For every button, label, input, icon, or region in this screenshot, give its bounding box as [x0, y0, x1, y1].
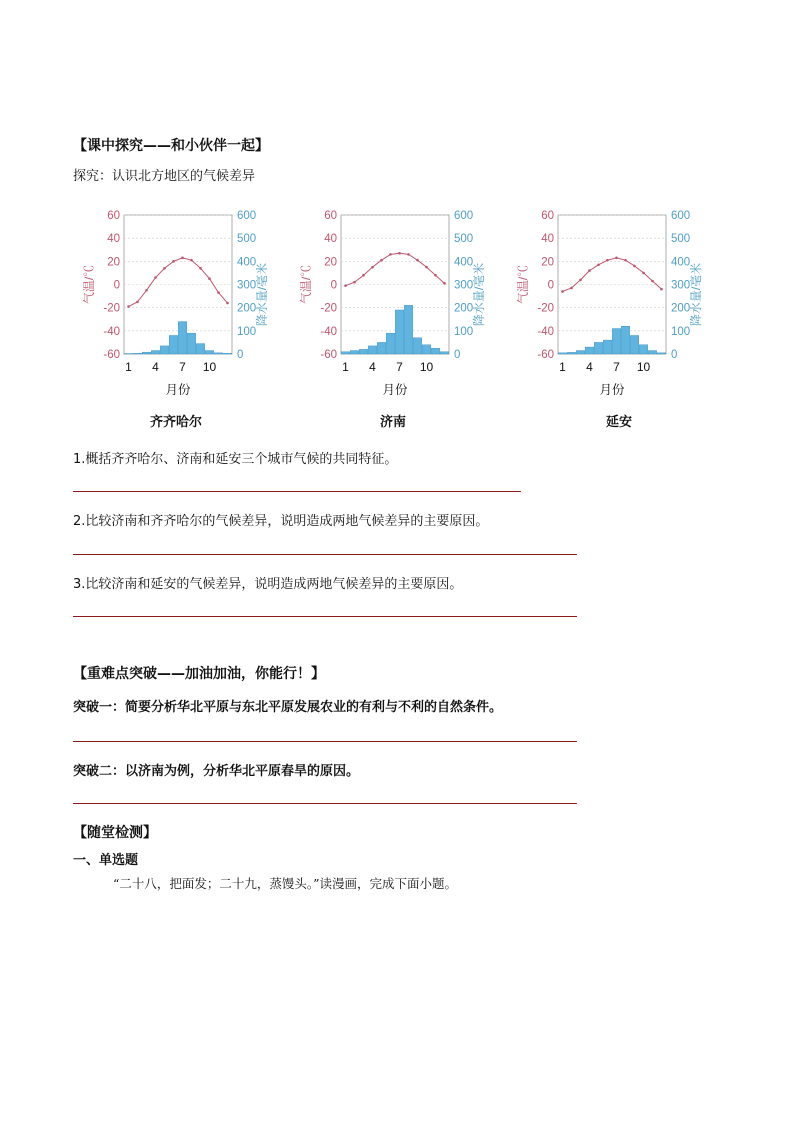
y-right-tick-label: 400 — [237, 256, 257, 269]
y-right-tick-label: 100 — [454, 325, 474, 338]
y-right-tick-label: 300 — [671, 279, 691, 292]
x-tick-label: 4 — [586, 360, 593, 374]
precip-bar — [404, 305, 412, 354]
y-left-tick-label: -40 — [103, 325, 120, 338]
precip-bar — [223, 353, 231, 354]
temperature-point — [633, 265, 636, 268]
y-left-tick-label: 20 — [541, 256, 554, 269]
y-right-tick-label: 100 — [671, 325, 691, 338]
precip-bar — [558, 353, 566, 354]
x-axis-label: 月份 — [599, 383, 625, 397]
climate-chart-qiqihar — [84, 205, 269, 395]
y-right-tick-label: 200 — [237, 302, 257, 315]
temperature-point — [362, 274, 365, 277]
y-left-tick-label: -40 — [537, 325, 554, 338]
section-title-breakthrough: 【重难点突破——加油加油，你能行！】 — [73, 666, 325, 682]
explore-label: 探究：认识北方地区的气候差异 — [73, 169, 256, 184]
y-right-axis-label: 降水量/毫米 — [255, 262, 269, 327]
precip-bar — [567, 352, 575, 354]
y-right-tick-label: 300 — [454, 279, 474, 292]
temperature-point — [127, 305, 130, 308]
temperature-point — [145, 289, 148, 292]
temperature-point — [416, 259, 419, 262]
x-tick-label: 7 — [613, 360, 620, 374]
city-label-qiqihar: 齐齐哈尔 — [149, 415, 202, 430]
x-axis-label: 月份 — [165, 383, 191, 397]
temperature-point — [371, 266, 374, 269]
temperature-point — [380, 259, 383, 262]
temperature-point — [588, 269, 591, 272]
precip-bar — [359, 349, 367, 354]
quiz-prompt: “二十八，把面发；二十九，蒸馒头。”读漫画，完成下面小题。 — [113, 876, 458, 891]
temperature-point — [353, 281, 356, 284]
temperature-point — [615, 257, 618, 260]
section-title-quiz: 【随堂检测】 — [73, 825, 157, 841]
city-label-jinan: 济南 — [379, 415, 406, 430]
y-left-tick-label: 0 — [330, 279, 337, 292]
precip-bar — [603, 340, 611, 354]
temperature-point — [660, 288, 663, 291]
answer-line-5[interactable] — [73, 803, 577, 804]
precip-bar — [585, 347, 593, 354]
temperature-point — [561, 290, 564, 293]
y-left-tick-label: -20 — [537, 302, 554, 315]
temperature-point — [136, 301, 139, 304]
temperature-point — [190, 259, 193, 262]
precip-bar — [160, 346, 168, 354]
temperature-point — [434, 274, 437, 277]
temperature-point — [570, 287, 573, 290]
precip-bar — [576, 351, 584, 354]
precip-bar — [196, 344, 204, 354]
question-1: 1.概括齐齐哈尔、济南和延安三个城市气候的共同特征。 — [73, 452, 398, 467]
temperature-point — [624, 259, 627, 262]
y-left-axis-label: 气温/℃ — [82, 264, 96, 305]
precip-bar — [413, 338, 421, 354]
x-tick-label: 10 — [202, 360, 217, 374]
y-right-tick-label: 400 — [454, 256, 474, 269]
temperature-point — [226, 302, 229, 305]
city-label-yanan: 延安 — [605, 415, 632, 430]
answer-line-1[interactable] — [73, 491, 521, 492]
y-right-axis-label: 降水量/毫米 — [689, 262, 703, 327]
x-tick-label: 4 — [152, 360, 159, 374]
precip-bar — [630, 335, 638, 354]
climate-chart-yanan — [518, 205, 703, 395]
y-left-tick-label: 0 — [547, 279, 554, 292]
x-axis-label: 月份 — [382, 383, 408, 397]
temperature-point — [172, 260, 175, 263]
breakthrough-2: 突破二：以济南为例，分析华北平原春旱的原因。 — [73, 764, 360, 779]
question-3: 3.比较济南和延安的气候差异，说明造成两地气候差异的主要原因。 — [73, 577, 463, 592]
x-tick-label: 10 — [636, 360, 651, 374]
y-left-tick-label: -60 — [103, 349, 120, 361]
x-tick-label: 7 — [179, 360, 186, 374]
precip-bar — [657, 353, 665, 354]
precip-bar — [187, 333, 195, 354]
x-tick-label: 10 — [419, 360, 434, 374]
y-right-tick-label: 300 — [237, 279, 257, 292]
precip-bar — [178, 322, 186, 354]
temperature-point — [163, 267, 166, 270]
question-2: 2.比较济南和齐齐哈尔的气候差异，说明造成两地气候差异的主要原因。 — [73, 514, 489, 529]
temperature-point — [606, 259, 609, 262]
y-left-tick-label: 20 — [107, 256, 120, 269]
precip-bar — [169, 335, 177, 354]
temperature-point — [407, 253, 410, 256]
temperature-point — [579, 279, 582, 282]
precip-bar — [214, 353, 222, 354]
temperature-point — [199, 267, 202, 270]
y-right-tick-label: 0 — [237, 349, 244, 361]
y-left-tick-label: 60 — [107, 210, 120, 222]
y-right-axis-label: 降水量/毫米 — [472, 262, 486, 327]
precip-bar — [621, 326, 629, 354]
y-right-tick-label: 400 — [671, 256, 691, 269]
y-right-tick-label: 200 — [671, 302, 691, 315]
precip-bar — [377, 342, 385, 354]
precip-bar — [142, 352, 150, 354]
temperature-point — [597, 264, 600, 267]
answer-line-2[interactable] — [73, 554, 577, 555]
answer-line-3[interactable] — [73, 616, 577, 617]
temperature-point — [642, 272, 645, 275]
y-right-tick-label: 500 — [454, 233, 474, 246]
precip-bar — [422, 345, 430, 354]
y-right-tick-label: 200 — [454, 302, 474, 315]
y-right-tick-label: 600 — [237, 210, 257, 222]
precip-bar — [431, 348, 439, 354]
precip-bar — [133, 353, 141, 354]
temperature-point — [443, 282, 446, 285]
y-left-tick-label: -40 — [320, 325, 337, 338]
precip-bar — [341, 352, 349, 354]
climate-chart-jinan — [301, 205, 486, 395]
y-left-tick-label: 40 — [324, 233, 337, 246]
temperature-point — [181, 257, 184, 260]
y-left-tick-label: 60 — [324, 210, 337, 222]
temperature-point — [398, 252, 401, 255]
y-left-tick-label: 40 — [541, 233, 554, 246]
x-tick-label: 1 — [559, 360, 566, 374]
y-right-tick-label: 600 — [671, 210, 691, 222]
temperature-point — [389, 253, 392, 256]
breakthrough-1: 突破一：简要分析华北平原与东北平原发展农业的有利与不利的自然条件。 — [73, 700, 503, 715]
precip-bar — [350, 351, 358, 354]
y-left-tick-label: 20 — [324, 256, 337, 269]
y-left-tick-label: 60 — [541, 210, 554, 222]
precip-bar — [648, 351, 656, 354]
precip-bar — [395, 310, 403, 354]
section-title-inquiry: 【课中探究——和小伙伴一起】 — [73, 138, 269, 154]
y-right-tick-label: 0 — [671, 349, 678, 361]
x-tick-label: 7 — [396, 360, 403, 374]
precip-bar — [386, 333, 394, 354]
subtitle-single-choice: 一、单选题 — [73, 853, 139, 868]
answer-line-4[interactable] — [73, 741, 577, 742]
temperature-point — [344, 284, 347, 287]
y-left-axis-label: 气温/℃ — [299, 264, 313, 305]
x-tick-label: 4 — [369, 360, 376, 374]
y-left-tick-label: 0 — [113, 279, 120, 292]
y-right-tick-label: 100 — [237, 325, 257, 338]
x-tick-label: 1 — [342, 360, 349, 374]
y-right-tick-label: 500 — [671, 233, 691, 246]
y-left-axis-label: 气温/℃ — [516, 264, 530, 305]
y-right-tick-label: 0 — [454, 349, 461, 361]
x-tick-label: 1 — [125, 360, 132, 374]
precip-bar — [639, 345, 647, 354]
y-left-tick-label: -60 — [537, 349, 554, 361]
precip-bar — [205, 351, 213, 354]
y-left-tick-label: -60 — [320, 349, 337, 361]
y-left-tick-label: 40 — [107, 233, 120, 246]
precip-bar — [594, 342, 602, 354]
precip-bar — [612, 329, 620, 354]
precip-bar — [151, 351, 159, 354]
temperature-point — [217, 291, 220, 294]
y-left-tick-label: -20 — [103, 302, 120, 315]
y-right-tick-label: 500 — [237, 233, 257, 246]
y-right-tick-label: 600 — [454, 210, 474, 222]
precip-bar — [368, 346, 376, 354]
temperature-point — [651, 280, 654, 283]
y-left-tick-label: -20 — [320, 302, 337, 315]
temperature-point — [154, 276, 157, 279]
temperature-point — [208, 277, 211, 280]
temperature-point — [425, 266, 428, 269]
precip-bar — [440, 352, 448, 354]
